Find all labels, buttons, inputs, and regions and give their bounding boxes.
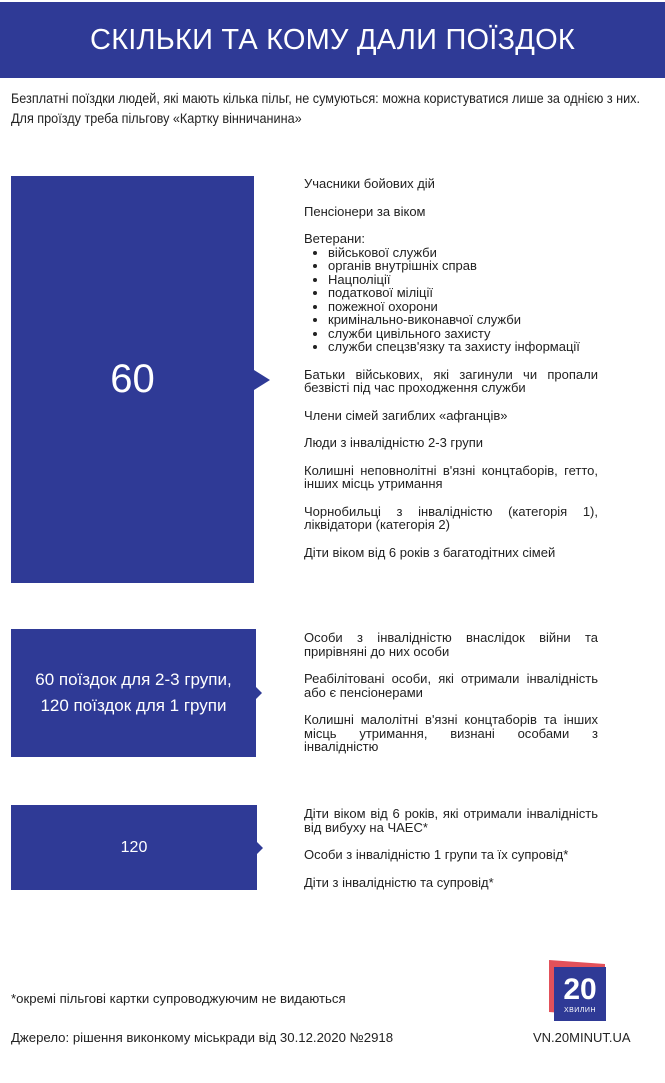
sublist-item: • служби цивільного захисту [328, 327, 598, 341]
logo-word: ХВИЛИН [563, 1006, 597, 1014]
list-item: Люди з інвалідністю 2-3 групи [304, 435, 484, 450]
sublist-item: • служби спецзв'язку та захисту інформації [328, 340, 598, 354]
source-note: Джерело: рішення виконкому міськради від 30.12.2020 №2918 [11, 1030, 394, 1045]
sublist-item: • Нацполіції [328, 273, 598, 287]
logo-blue-tile [554, 967, 606, 1021]
list-item: Діти віком від 6 років, які отримали інвалідність від вибуху на ЧАЕС* [304, 806, 598, 835]
list-item: Особи з інвалідністю внаслідок війни та прирівняні до них особи [304, 630, 598, 659]
trips-count-line: 60 поїздок для 2-3 групи, [35, 670, 232, 689]
trips-box-120 [11, 805, 257, 890]
sublist-item: • пожежної охорони [328, 300, 598, 314]
trips-box-60-120 [11, 629, 256, 757]
list-item: Батьки військових, які загинули чи пропали безвісті під час проходження служби [304, 366, 598, 395]
logo-number: 20 [563, 972, 597, 1006]
trips-count: 60 [110, 357, 155, 401]
trips-count [35, 667, 231, 719]
veterans-sublist [304, 246, 598, 354]
page-title: СКІЛЬКИ ТА КОМУ ДАЛИ ПОЇЗДОК [90, 23, 575, 56]
trips-box-60 [11, 176, 254, 583]
list-item: Пенсіонери за віком [304, 203, 426, 219]
beneficiary-list-120 [304, 807, 598, 903]
list-item: Чорнобильці з інвалідністю (категорія 1), ліквідатори (категорія 2) [304, 503, 598, 532]
beneficiary-list-60-120 [304, 631, 598, 768]
list-item: Діти з інвалідністю та супровід* [304, 874, 494, 890]
intro-text: Безплатні поїздки людей, які мають кілька пільг, не сумуються: можна користуватися лише за однією з них. Для проїзду треба пільгову «Картку вінничанина» [11, 91, 641, 126]
arrow-right-icon [256, 687, 262, 699]
list-item: Особи з інвалідністю 1 групи та їх супровід* [304, 847, 569, 862]
list-item: Діти віком від 6 років з багатодітних сімей [304, 544, 556, 560]
arrow-right-icon [254, 370, 270, 390]
site-link[interactable]: VN.20MINUT.UA [533, 1030, 631, 1045]
sublist-item: • кримінально-виконавчої служби [328, 313, 598, 327]
list-item: Члени сімей загиблих «афганців» [304, 407, 508, 423]
arrow-right-icon [257, 842, 263, 854]
list-item: Реабілітовані особи, які отримали інвалідність або є пенсіонерами [304, 671, 598, 700]
list-item-veterans-heading: Ветерани: [304, 231, 366, 246]
sublist-item: • військової служби [328, 246, 598, 260]
list-item: Колишні неповнолітні в'язні концтаборів, гетто, інших місць утримання [304, 462, 598, 491]
trips-count: 120 [120, 838, 148, 856]
sublist-item: • органів внутрішніх справ [328, 259, 598, 273]
logo-20-hvylyn[interactable] [549, 962, 609, 1022]
list-item: Колишні малолітні в'язні концтаборів та інших місць утримання, визнані особами з інвалідністю [304, 712, 598, 754]
sublist-item: • податкової міліції [328, 286, 598, 300]
trips-count-line: 120 поїздок для 1 групи [40, 696, 227, 715]
footnote: *окремі пільгові картки супроводжуючим не видаються [11, 991, 346, 1006]
header-banner [0, 2, 665, 78]
beneficiary-list-60 [304, 177, 598, 573]
list-item: Учасники бойових дій [304, 176, 435, 191]
